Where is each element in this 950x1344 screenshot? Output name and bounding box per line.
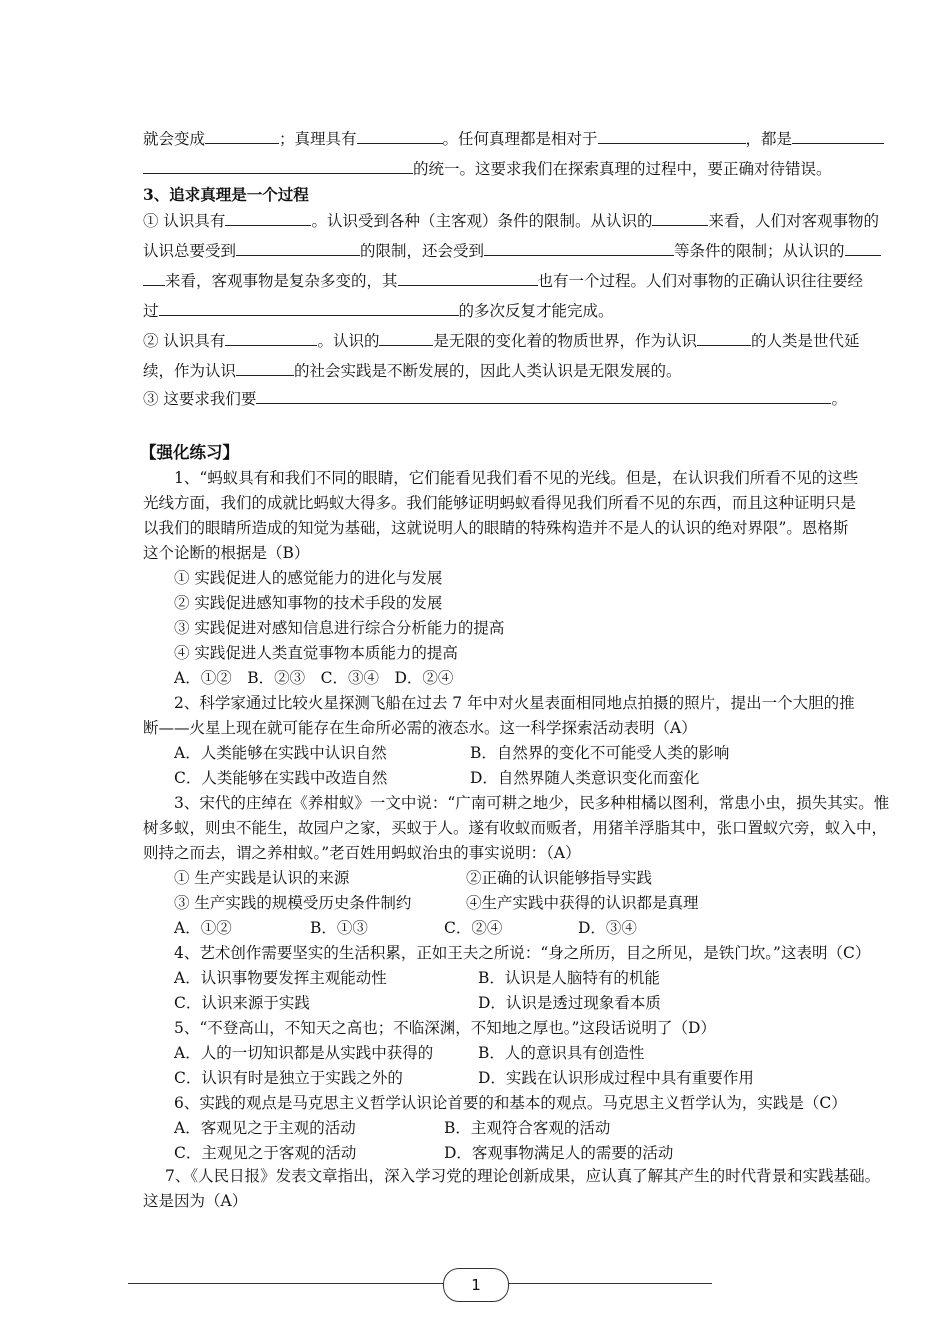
- text-fragment: 的多次反复才能完成。: [458, 302, 614, 320]
- question-1-line: 1、“蚂蚁具有和我们不同的眼睛，它们能看见我们看不见的光线。但是，在认识我们所看不见的这些: [174, 469, 859, 487]
- question-2-line: 2、科学家通过比较火星探测飞船在过去 7 年中对火星表面相同地点拍摄的照片，提出一个大胆的推: [174, 694, 855, 712]
- text-fragment: 的统一。这要求我们在探索真理的过程中，要正确对待错误。: [413, 160, 832, 178]
- text-fragment: ③ 这要求我们要: [143, 390, 257, 408]
- choice-b: B．主观符合客观的活动: [444, 1119, 611, 1137]
- question-2-line: 断——火星上现在就可能存在生命所必需的液态水。这一科学探索活动表明（A）: [143, 719, 697, 737]
- text-line: [143, 270, 863, 291]
- text-fragment: 就会变成: [143, 130, 206, 148]
- blank: [357, 128, 443, 144]
- answer-choices: A．①② B．②③ C．③④ D．②④: [174, 669, 454, 687]
- question-7-line: 这是因为（A）: [143, 1192, 248, 1210]
- text-fragment: 续，作为认识: [143, 362, 237, 380]
- text-fragment: 来看，人们对客观事物的: [708, 212, 879, 230]
- question-3-line: 3、宋代的庄绰在《养柑蚁》一文中说：“广南可耕之地少，民多种柑橘以图利，常患小虫，损失其实。惟: [174, 794, 890, 812]
- text-line: [143, 388, 847, 409]
- text-line: [143, 240, 881, 261]
- option-item: ② 实践促进感知事物的技术手段的发展: [174, 594, 443, 612]
- text-fragment: 是无限的变化着的物质世界，作为认识: [433, 332, 697, 350]
- option-item: ① 生产实践是认识的来源: [174, 869, 350, 887]
- blank: [236, 240, 360, 256]
- section-heading: 3、追求真理是一个过程: [143, 185, 309, 204]
- text-fragment: ，都是: [745, 130, 793, 148]
- blank: [379, 330, 433, 346]
- option-item: ④生产实践中获得的认识都是真理: [466, 894, 699, 912]
- blank: [159, 300, 459, 316]
- blank: [845, 240, 881, 256]
- blank: [143, 270, 165, 286]
- choice-a: A．①②: [174, 919, 232, 937]
- option-item: ① 实践促进人的感觉能力的进化与发展: [174, 569, 443, 587]
- question-5-stem: 5、“不登高山，不知天之高也；不临深渊，不知地之厚也。”这段话说明了（D）: [174, 1019, 716, 1037]
- choice-a: A．认识事物要发挥主观能动性: [174, 969, 387, 987]
- text-fragment: 来看，客观事物是复杂多变的，其: [165, 272, 398, 290]
- blank: [598, 128, 746, 144]
- question-1-line: 这个论断的根据是（B）: [143, 544, 310, 562]
- choice-c: C．认识有时是独立于实践之外的: [174, 1069, 403, 1087]
- blank: [256, 388, 831, 404]
- blank: [236, 360, 294, 376]
- text-line: [143, 330, 859, 351]
- text-line: [143, 128, 884, 149]
- footer-rule-left: [128, 1283, 443, 1284]
- text-line: [143, 360, 682, 381]
- choice-c: C．人类能够在实践中改造自然: [174, 769, 388, 787]
- question-7-line: 7、《人民日报》发表文章指出，深入学习党的理论创新成果，应认真了解其产生的时代背景和实践基础。: [165, 1167, 881, 1185]
- choice-b: B．①③: [310, 919, 368, 937]
- blank: [225, 330, 317, 346]
- question-3-line: 则持之而去，谓之养柑蚁。”老百姓用蚂蚁治虫的事实说明：（A）: [143, 844, 581, 862]
- choice-d: D．客观事物满足人的需要的活动: [444, 1144, 674, 1162]
- choice-b: B．自然界的变化不可能受人类的影响: [470, 744, 730, 762]
- blank: [792, 128, 884, 144]
- text-fragment: 等条件的限制；从认识的: [674, 242, 845, 260]
- blank: [143, 158, 413, 174]
- choice-c: C．主观见之于客观的活动: [174, 1144, 357, 1162]
- text-fragment: 也有一个过程。人们对事物的正确认识往往要经: [537, 272, 864, 290]
- question-1-line: 光线方面，我们的成就比蚂蚁大得多。我们能够证明蚂蚁看得见我们所看不见的东西，而且这种证明只是: [143, 494, 857, 512]
- option-item: ③ 实践促进对感知信息进行综合分析能力的提高: [174, 619, 505, 637]
- option-item: ③ 生产实践的规模受历史条件制约: [174, 894, 412, 912]
- question-6-stem: 6、实践的观点是马克思主义哲学认识论首要的和基本的观点。马克思主义哲学认为，实践是（C）: [174, 1094, 847, 1112]
- choice-d: D．认识是透过现象看本质: [478, 994, 661, 1012]
- choice-a: A．客观见之于主观的活动: [174, 1119, 356, 1137]
- choice-a: A．人类能够在实践中认识自然: [174, 744, 387, 762]
- choice-c: C．认识来源于实践: [174, 994, 310, 1012]
- text-fragment: 的限制，还会受到: [360, 242, 485, 260]
- text-line: [143, 158, 832, 179]
- blank: [398, 270, 538, 286]
- blank: [652, 210, 708, 226]
- text-fragment: 认识总要受到: [143, 242, 237, 260]
- blank: [484, 240, 674, 256]
- choice-c: C．②④: [444, 919, 503, 937]
- choice-d: D．自然界随人类意识变化而蛮化: [470, 769, 700, 787]
- choice-b: B．认识是人脑特有的机能: [478, 969, 660, 987]
- practice-heading: 【强化练习】: [140, 443, 239, 462]
- text-fragment: 的人类是世代延: [750, 332, 860, 350]
- text-fragment: 。: [831, 390, 847, 408]
- choice-a: A．人的一切知识都是从实践中获得的: [174, 1044, 434, 1062]
- question-4-stem: 4、艺术创作需要坚实的生活积累，正如王夫之所说：“身之所历，目之所见，是铁门坎。”这表明（C）: [174, 944, 871, 962]
- question-1-line: 以我们的眼睛所造成的知觉为基础，这就说明人的眼睛的特殊构造并不是人的认识的绝对界限”。恩格斯: [143, 519, 849, 537]
- text-fragment: 。任何真理都是相对于: [442, 130, 598, 148]
- blank: [205, 128, 279, 144]
- text-fragment: ② 认识具有: [143, 332, 226, 350]
- blank: [225, 210, 311, 226]
- page-number: 1: [443, 1268, 509, 1302]
- question-3-line: 树多蚁，则虫不能生，故园户之家，买蚁于人。遂有收蚁而贩者，用猪羊浮脂其中，张口置蚁穴旁，蚁入中，: [143, 819, 888, 837]
- text-line: [143, 300, 614, 321]
- text-fragment: ；真理具有: [279, 130, 357, 148]
- footer-rule-right: [507, 1283, 712, 1284]
- choice-d: D．③④: [578, 919, 637, 937]
- option-item: ②正确的认识能够指导实践: [466, 869, 653, 887]
- blank: [697, 330, 751, 346]
- choice-d: D．实践在认识形成过程中具有重要作用: [478, 1069, 754, 1087]
- text-fragment: 的社会实践是不断发展的，因此人类认识是无限发展的。: [294, 362, 682, 380]
- text-fragment: ① 认识具有: [143, 212, 226, 230]
- text-fragment: 过: [143, 302, 159, 320]
- choice-b: B．人的意识具有创造性: [478, 1044, 645, 1062]
- text-line: [143, 210, 879, 231]
- option-item: ④ 实践促进人类直觉事物本质能力的提高: [174, 644, 458, 662]
- text-fragment: 。认识受到各种（主客观）条件的限制。从认识的: [311, 212, 653, 230]
- text-fragment: 。认识的: [317, 332, 380, 350]
